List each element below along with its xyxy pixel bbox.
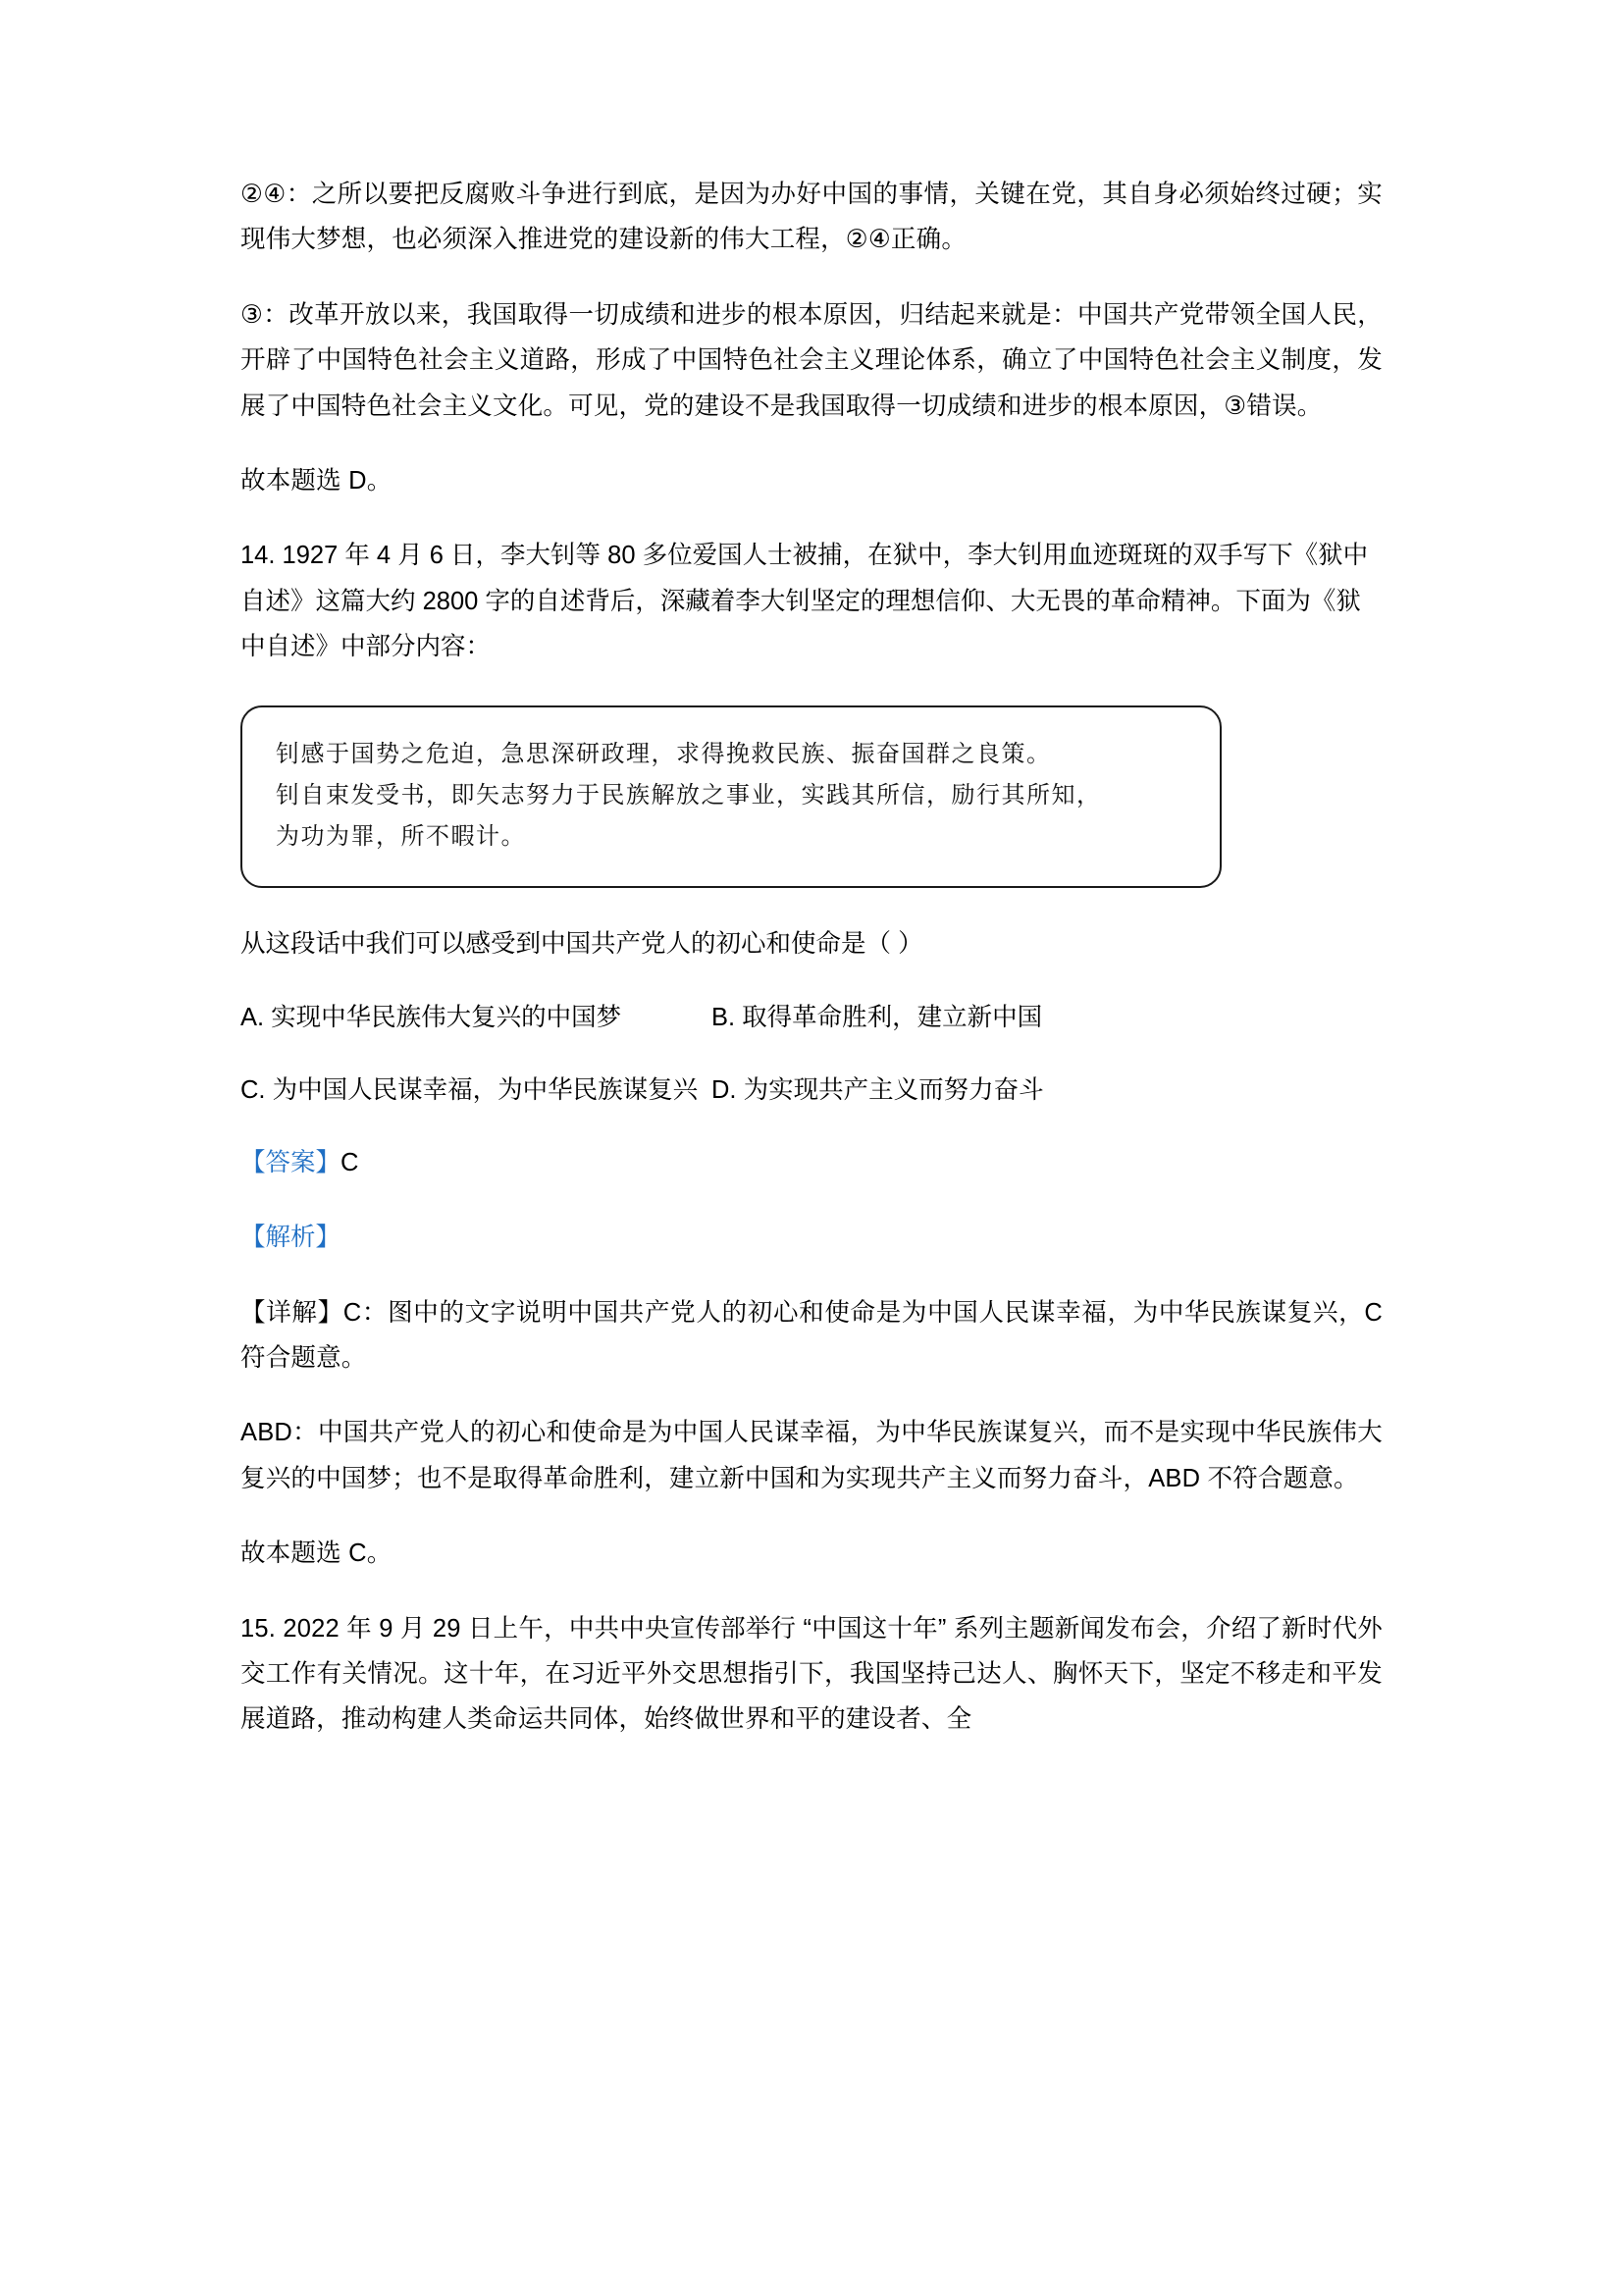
question-14-analysis-label: 【解析】: [240, 1223, 341, 1251]
answer-value: C: [340, 1148, 359, 1176]
quote-line-1: 钊感于国势之危迫，急思深研政理，求得挽救民族、振奋国群之良策。: [276, 739, 1052, 767]
answer-label: 【答案】: [240, 1148, 341, 1176]
question-15-stem: 15. 2022 年 9 月 29 日上午，中共中央宣传部举行 “中国这十年” 系列主题新闻发布会，介绍了新时代外交工作有关情况。这十年，在习近平外交思想指引下，我国坚持己达人、胸怀天下，坚定不移走和平发展道路，推动构建人类命运共同体，始终做世界和平的建设者、全: [240, 1614, 1383, 1734]
question-14-options-row-1: [240, 996, 1383, 1041]
question-14-lead: 从这段话中我们可以感受到中国共产党人的初心和使命是（ ）: [240, 929, 923, 958]
question-14-stem: 14. 1927 年 4 月 6 日，李大钊等 80 多位爱国人士被捕，在狱中，李大钊用血迹斑斑的双手写下《狱中自述》这篇大约 2800 字的自述背后，深藏着李大钊坚定的理想信仰、大无畏的革命精神。下面为《狱中自述》中部分内容：: [240, 542, 1369, 661]
paragraph-explanation-3: ③：改革开放以来，我国取得一切成绩和进步的根本原因，归结起来就是：中国共产党带领全国人民，开辟了中国特色社会主义道路，形成了中国特色社会主义理论体系，确立了中国特色社会主义制度，发展了中国特色社会主义文化。可见，党的建设不是我国取得一切成绩和进步的根本原因，③错误。: [240, 300, 1383, 420]
option-c[interactable]: C. 为中国人民谋幸福，为中华民族谋复兴: [240, 1075, 699, 1104]
paragraph-explanation-24: ②④：之所以要把反腐败斗争进行到底，是因为办好中国的事情，关键在党，其自身必须始终过硬；实现伟大梦想，也必须深入推进党的建设新的伟大工程，②④正确。: [240, 181, 1383, 254]
question-14-detail: 【详解】C：图中的文字说明中国共产党人的初心和使命是为中国人民谋幸福，为中华民族谋复兴，C 符合题意。: [240, 1298, 1383, 1373]
question-14-conclusion: 故本题选 C。: [240, 1539, 393, 1568]
question-14-abd-explanation: ABD：中国共产党人的初心和使命是为中国人民谋幸福，为中华民族谋复兴，而不是实现中华民族伟大复兴的中国梦；也不是取得革命胜利，建立新中国和为实现共产主义而努力奋斗，ABD 不符合题意。: [240, 1419, 1383, 1492]
question-14-answer: [240, 1141, 1383, 1186]
question-14-quote-box: [240, 705, 1222, 888]
paragraph-conclusion-13: 故本题选 D。: [240, 467, 393, 496]
option-b[interactable]: B. 取得革命胜利，建立新中国: [711, 1004, 1043, 1032]
option-a[interactable]: A. 实现中华民族伟大复兴的中国梦: [240, 1004, 622, 1032]
quote-line-3: 为功为罪，所不暇计。: [276, 821, 526, 850]
question-14-options-row-2: [240, 1069, 1383, 1114]
quote-line-2: 钊自束发受书，即矢志努力于民族解放之事业，实践其所信，励行其所知，: [276, 780, 1102, 809]
option-d[interactable]: D. 为实现共产主义而努力奋斗: [711, 1075, 1044, 1104]
